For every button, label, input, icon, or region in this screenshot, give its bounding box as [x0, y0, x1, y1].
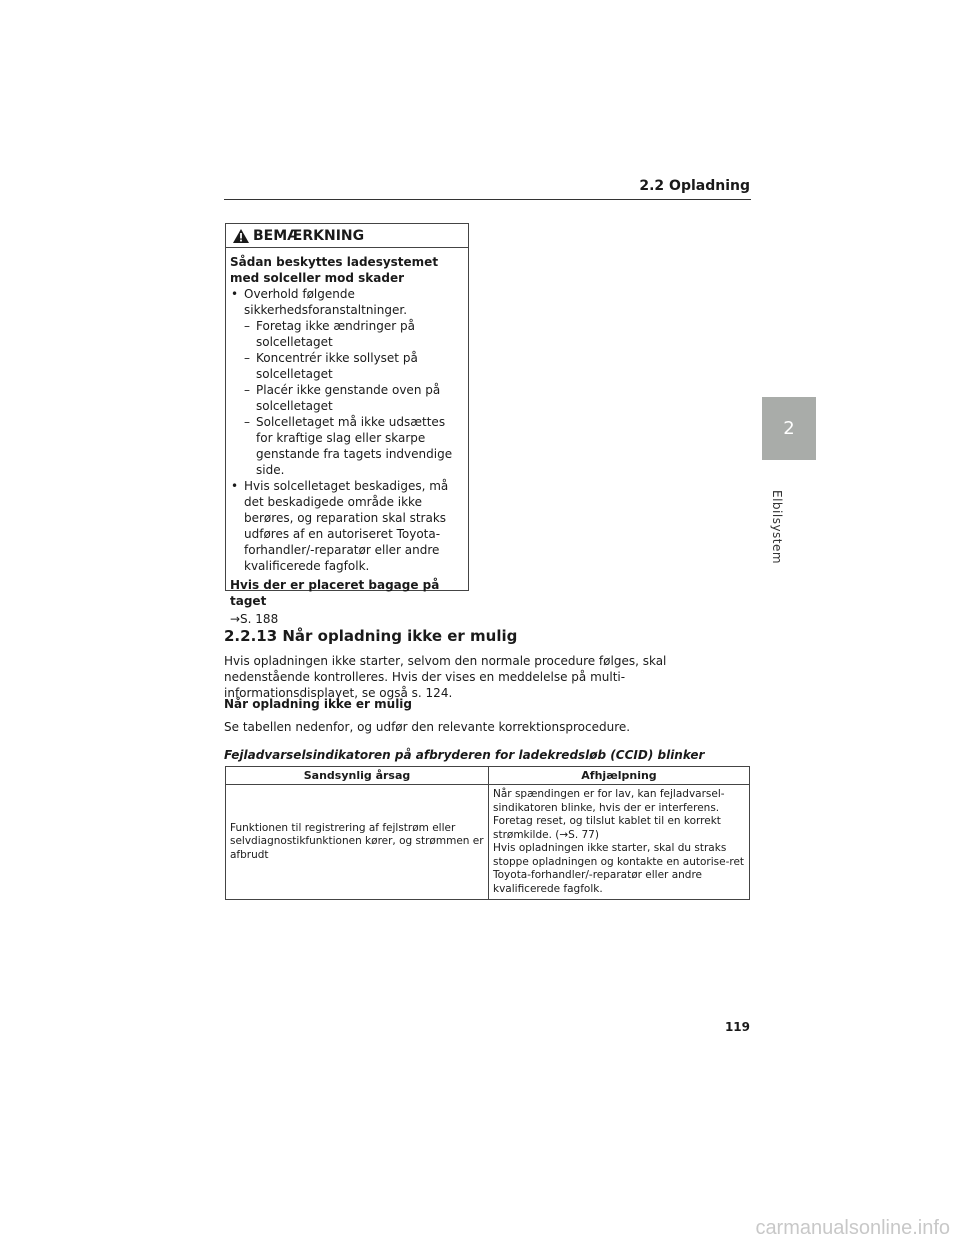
remedy-line: Hvis opladningen ikke starter, skal du straks stoppe opladningen og kontakte en autorise-ret Toyota-forhandler/-reparatør eller andre kvalificerede fagfolk.	[493, 842, 745, 895]
chapter-tab	[762, 397, 816, 460]
table-row	[226, 785, 750, 900]
notice-dash-item: – Foretag ikke ændringer på solcelletaget	[244, 319, 415, 349]
notice-dash-item: – Placér ikke genstande oven på solcelletaget	[244, 383, 441, 413]
remedy-cell	[489, 785, 750, 900]
cause-cell: Funktionen til registrering af fejlstrøm eller selvdiagnostikfunktionen kører, og strømmen er afbrudt	[226, 785, 489, 900]
notice-bullet: • Hvis solcelletaget beskadiges, må det beskadigede område ikke berøres, og reparation skal straks udføres af en autoriseret Toyota-forhandler/-reparatør eller andre kvalificerede fagfolk.	[230, 478, 464, 574]
notice-dash-text: Solcelletaget må ikke udsættes for kraftige slag eller skarpe genstande fra tagets indvendige side.	[256, 415, 453, 477]
table-header-remedy: Afhjælpning	[489, 767, 750, 785]
instruction-paragraph: Se tabellen nedenfor, og udfør den relevante korrektionsprocedure.	[224, 720, 631, 734]
notice-header	[226, 224, 468, 248]
notice-page-reference: →S. 188	[230, 612, 279, 626]
page-number: 119	[724, 1020, 750, 1034]
subheading: Når opladning ikke er mulig	[224, 697, 413, 711]
table-header-cause: Sandsynlig årsag	[226, 767, 489, 785]
notice-dash-item: – Koncentrér ikke sollyset på solcelletaget	[244, 351, 418, 381]
section-title: 2.2.13 Når opladning ikke er mulig	[224, 627, 518, 645]
chapter-label: Elbilsystem	[770, 490, 784, 565]
troubleshooting-table	[225, 766, 750, 900]
notice-dash-item: – Solcelletaget må ikke udsættes for kraftige slag eller skarpe genstande fra tagets indvendige side.	[244, 415, 453, 477]
notice-body	[226, 248, 468, 627]
table-header-row	[226, 767, 750, 785]
header-rule	[224, 199, 751, 200]
notice-dash-text: Koncentrér ikke sollyset på solcelletaget	[256, 351, 418, 381]
table-title: Fejladvarselsindikatoren på afbryderen for ladekredsløb (CCID) blinker	[224, 748, 705, 762]
notice-dash-text: Foretag ikke ændringer på solcelletaget	[256, 319, 415, 349]
chapter-number: 2	[783, 418, 795, 439]
watermark: carmanualsonline.info	[755, 1217, 950, 1239]
remedy-line: Foretag reset, og tilslut kablet til en korrekt strømkilde. (→S. 77)	[493, 815, 721, 841]
notice-bullet: • Overhold følgende sikkerhedsforanstaltninger.	[230, 286, 464, 318]
notice-title: BEMÆRKNING	[253, 227, 365, 244]
intro-paragraph: Hvis opladningen ikke starter, selvom den normale procedure følges, skal nedenstående kontrolleres. Hvis der vises en meddelelse på multi-informationsdisplayet, se også s. 124.	[224, 654, 667, 700]
notice-subtitle: Sådan beskyttes ladesystemet med solceller mod skader	[230, 255, 439, 285]
remedy-line: Når spændingen er for lav, kan fejladvarsel-sindikatoren blinke, hvis der er interferens.	[493, 788, 725, 814]
notice-subtitle: Hvis der er placeret bagage på taget	[230, 578, 440, 608]
notice-box	[225, 223, 469, 626]
warning-icon	[232, 228, 250, 244]
notice-dash-text: Placér ikke genstande oven på solcelletaget	[256, 383, 441, 413]
section-header: 2.2 Opladning	[639, 178, 750, 194]
